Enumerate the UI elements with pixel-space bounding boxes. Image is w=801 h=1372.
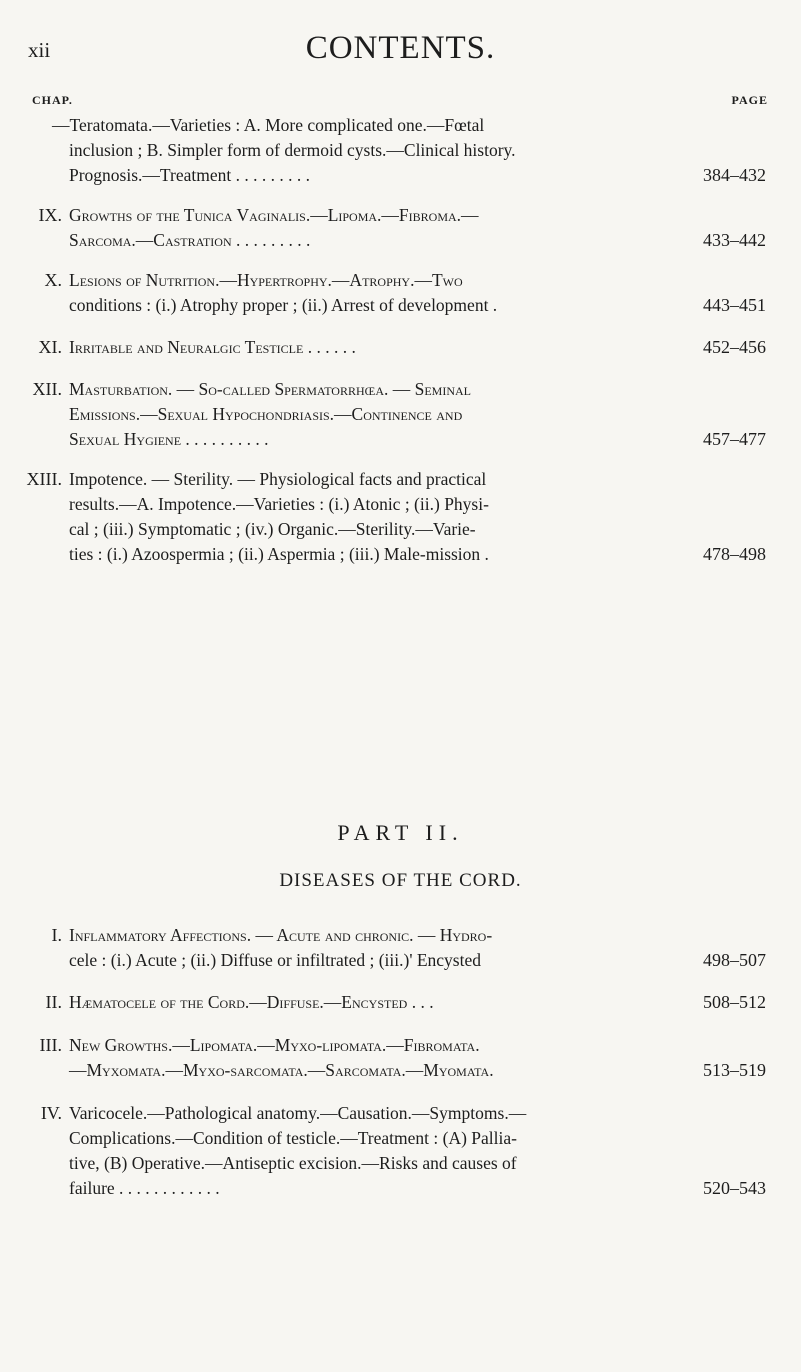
chapter-number: II. bbox=[45, 992, 62, 1012]
chapter-number: X. bbox=[44, 270, 62, 290]
page-range: 384–432 bbox=[703, 165, 766, 185]
page-range: 508–512 bbox=[703, 992, 766, 1012]
page-range: 457–477 bbox=[703, 429, 766, 449]
chapter-description bbox=[69, 923, 687, 973]
description-line: New Growths.—Lipomata.—Myxo-lipomata.—Fibromata. bbox=[69, 1035, 480, 1055]
description-line: Growths of the Tunica Vaginalis.—Lipoma.—Fibroma.— bbox=[69, 205, 479, 225]
description-line: Emissions.—Sexual Hypochondriasis.—Continence and bbox=[69, 404, 463, 424]
chapter-description bbox=[69, 203, 687, 253]
description-line: Impotence. — Sterility. — Physiological facts and practical bbox=[69, 469, 487, 489]
description-line: —Teratomata.—Varieties : A. More complicated one.—Fœtal bbox=[52, 115, 485, 135]
chapter-number: IX. bbox=[38, 205, 62, 225]
page-range: 433–442 bbox=[703, 230, 766, 250]
description-line: Sexual Hygiene . . . . . . . . . . bbox=[69, 429, 269, 449]
description-line: inclusion ; B. Simpler form of dermoid cysts.—Clinical history. bbox=[69, 140, 516, 160]
chapter-description bbox=[69, 1101, 687, 1201]
description-line: —Myxomata.—Myxo-sarcomata.—Sarcomata.—Myomata. bbox=[69, 1060, 494, 1080]
chapter-description bbox=[69, 268, 687, 318]
page-range: 452–456 bbox=[703, 337, 766, 357]
description-line: ties : (i.) Azoospermia ; (ii.) Aspermia ; (iii.) Male-mission . bbox=[69, 544, 489, 564]
page-range: 520–543 bbox=[703, 1178, 766, 1198]
description-line: Irritable and Neuralgic Testicle . . . . . . bbox=[69, 337, 356, 357]
running-head: CONTENTS. bbox=[305, 30, 496, 66]
page-column-label: PAGE bbox=[731, 93, 768, 107]
description-line: cal ; (iii.) Symptomatic ; (iv.) Organic.—Sterility.—Varie- bbox=[69, 519, 476, 539]
description-line: failure . . . . . . . . . . . . bbox=[69, 1178, 220, 1198]
description-line: Complications.—Condition of testicle.—Treatment : (A) Pallia- bbox=[69, 1128, 517, 1148]
page-number: xii bbox=[28, 38, 51, 62]
chapter-number: XIII. bbox=[26, 469, 62, 489]
description-line: results.—A. Impotence.—Varieties : (i.) Atonic ; (ii.) Physi- bbox=[69, 494, 489, 514]
chap-column-label: CHAP. bbox=[32, 93, 73, 107]
page-range: 498–507 bbox=[703, 950, 766, 970]
chapter-description bbox=[69, 1033, 687, 1083]
chapter-description bbox=[52, 113, 687, 188]
chapter-number: IV. bbox=[40, 1103, 62, 1123]
chapter-description bbox=[69, 335, 687, 360]
description-line: Lesions of Nutrition.—Hypertrophy.—Atrophy.—Two bbox=[69, 270, 463, 290]
description-line: Sarcoma.—Castration . . . . . . . . . bbox=[69, 230, 311, 250]
chapter-number: I. bbox=[51, 925, 62, 945]
chapter-description bbox=[69, 467, 687, 567]
chapter-number: XI. bbox=[38, 337, 62, 357]
part-title: PART II. bbox=[337, 820, 464, 845]
chapter-number: III. bbox=[39, 1035, 62, 1055]
page-range: 513–519 bbox=[703, 1060, 766, 1080]
description-line: Inflammatory Affections. — Acute and chronic. — Hydro- bbox=[69, 925, 493, 945]
page-range: 443–451 bbox=[703, 295, 766, 315]
description-line: Varicocele.—Pathological anatomy.—Causation.—Symptoms.— bbox=[69, 1103, 527, 1123]
description-line: cele : (i.) Acute ; (ii.) Diffuse or infiltrated ; (iii.)' Encysted bbox=[69, 950, 482, 970]
chapter-number: XII. bbox=[32, 379, 62, 399]
description-line: Masturbation. — So-called Spermatorrhœa. — Seminal bbox=[69, 379, 472, 399]
description-line: Hæmatocele of the Cord.—Diffuse.—Encysted . . . bbox=[69, 992, 434, 1012]
description-line: Prognosis.—Treatment . . . . . . . . . bbox=[69, 165, 310, 185]
page-range: 478–498 bbox=[703, 544, 766, 564]
part-subtitle: DISEASES OF THE CORD. bbox=[279, 870, 522, 891]
description-line: conditions : (i.) Atrophy proper ; (ii.) Arrest of development . bbox=[69, 295, 498, 315]
chapter-description bbox=[69, 377, 687, 452]
chapter-description bbox=[69, 990, 687, 1015]
description-line: tive, (B) Operative.—Antiseptic excision.—Risks and causes of bbox=[69, 1153, 517, 1173]
